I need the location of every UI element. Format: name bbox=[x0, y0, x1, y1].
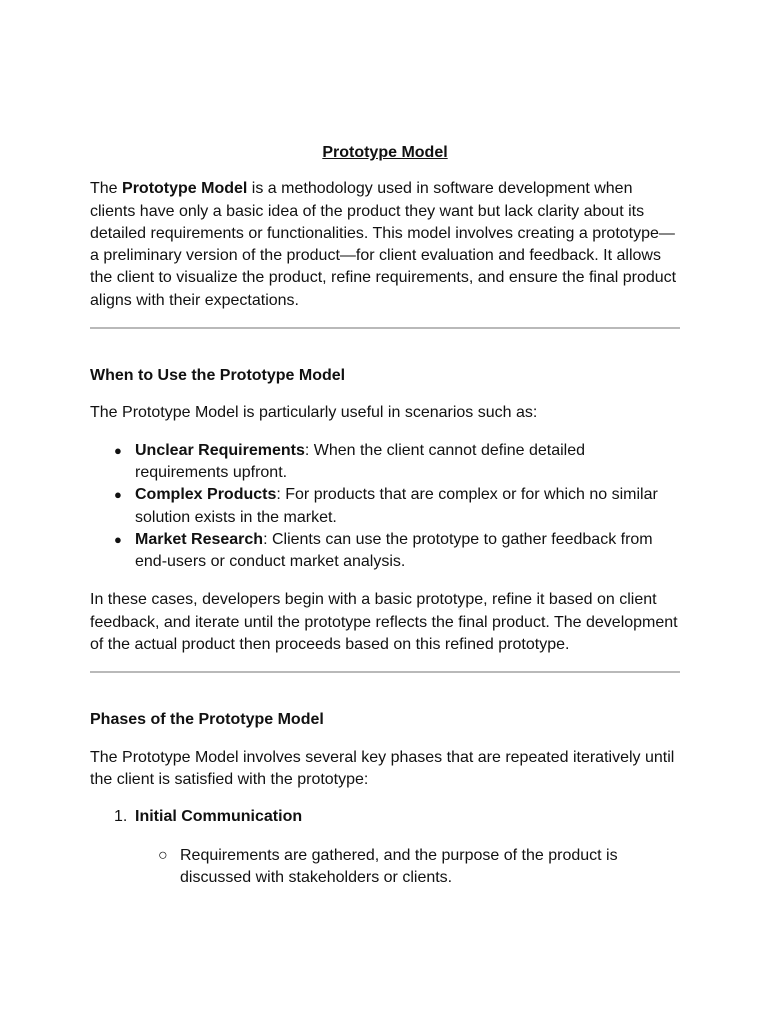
section-divider bbox=[90, 671, 680, 673]
section-heading-phases: Phases of the Prototype Model bbox=[90, 711, 324, 729]
list-item-term: Market Research bbox=[135, 530, 264, 548]
section-heading-when-to-use: When to Use the Prototype Model bbox=[90, 367, 346, 385]
phase-list bbox=[90, 806, 680, 889]
intro-paragraph bbox=[90, 178, 680, 312]
phase-points bbox=[90, 845, 680, 890]
section1-closing: In these cases, developers begin with a basic prototype, refine it based on client feedback, and iterate until the prototype reflects the final product. The development of the actual product then proceeds based on this refined prototype. bbox=[90, 591, 678, 654]
section2-lead: The Prototype Model involves several key phases that are repeated iteratively until the client is satisfied with the prototype: bbox=[90, 748, 675, 788]
phase-point-text: Requirements are gathered, and the purpose of the product is discussed with stakeholders or clients. bbox=[180, 846, 618, 886]
intro-lead: The bbox=[90, 180, 123, 198]
intro-rest: is a methodology used in software development when clients have only a basic idea of the product they want but lack clarity about its detailed requirements or functionalities. This model involves creating a prototype—a preliminary version of the product—for client evaluation and feedback. It allows the client to visualize the product, refine requirements, and ensure the final product aligns with their expectations. bbox=[90, 180, 677, 309]
list-item-term: Complex Products bbox=[135, 486, 277, 504]
list-item bbox=[90, 484, 680, 529]
phase-number: 1. bbox=[114, 808, 128, 826]
bullet-icon: ● bbox=[114, 487, 122, 503]
list-item bbox=[90, 440, 680, 485]
list-item bbox=[90, 845, 680, 890]
list-item-term: Unclear Requirements bbox=[135, 441, 305, 459]
document-title: Prototype Model bbox=[322, 144, 448, 161]
section1-lead: The Prototype Model is particularly useful in scenarios such as: bbox=[90, 404, 538, 422]
section-divider bbox=[90, 327, 680, 329]
bullet-icon: ● bbox=[114, 531, 122, 547]
phase-item bbox=[90, 806, 680, 828]
intro-bold-term: Prototype Model bbox=[122, 180, 248, 198]
phase-title: Initial Communication bbox=[135, 808, 303, 826]
scenario-list bbox=[90, 440, 680, 574]
circle-bullet-icon: ○ bbox=[158, 846, 168, 864]
bullet-icon: ● bbox=[114, 442, 122, 458]
list-item-text: : For products that are complex or for which no similar solution exists in the market. bbox=[135, 486, 658, 526]
list-item-text: : When the client cannot define detailed requirements upfront. bbox=[135, 441, 586, 481]
list-item bbox=[90, 529, 680, 574]
document-page bbox=[90, 142, 680, 889]
list-item-text: : Clients can use the prototype to gather feedback from end-users or conduct market analysis. bbox=[135, 530, 653, 571]
